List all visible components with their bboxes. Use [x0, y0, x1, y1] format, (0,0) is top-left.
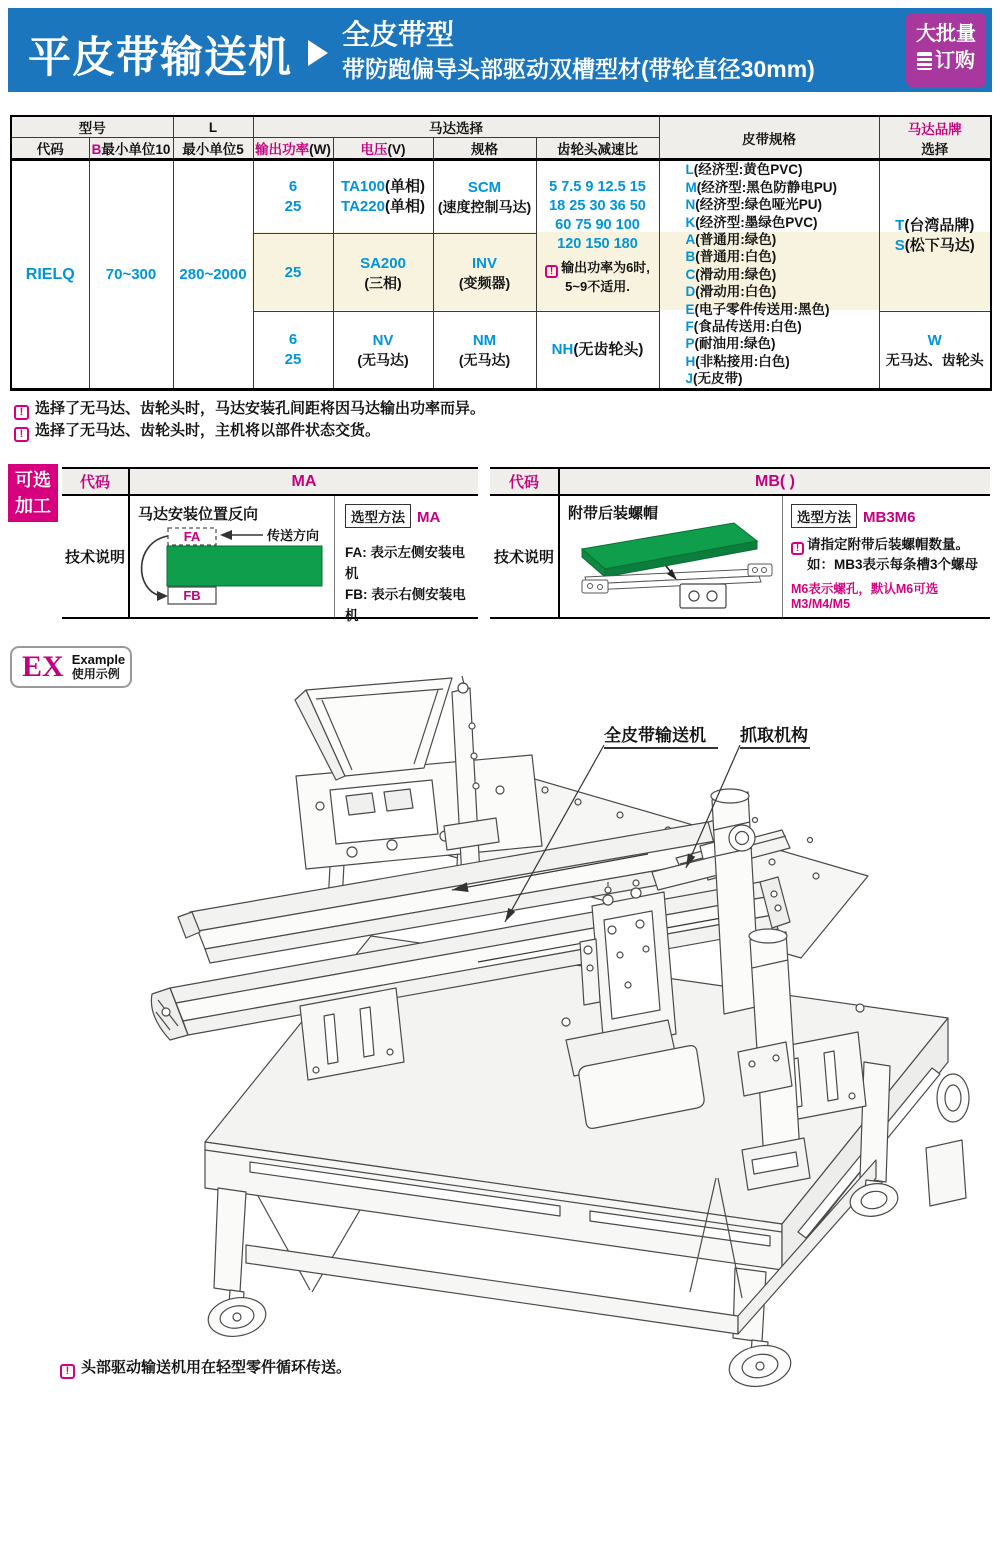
cell-volt-r2: SA200 (三相) [333, 234, 433, 312]
col-header-code: 代码 [11, 138, 89, 160]
mb-code-label: 代码 [490, 469, 560, 494]
mb-note-2: 如：MB3表示每条槽3个螺母 [807, 557, 979, 572]
callout-conveyor: 全皮带输送机 [604, 721, 718, 749]
info-icon: ! [791, 542, 804, 555]
cell-spec-r3: NM (无马达) [433, 312, 536, 390]
col-header-gear: 齿轮头减速比 [536, 138, 659, 160]
cell-code: RIELQ [11, 160, 89, 390]
table-notes [14, 398, 485, 442]
optional-processing-badge [8, 464, 58, 522]
page-title: 平皮带输送机 [28, 34, 292, 82]
ma-method-area [334, 496, 478, 623]
mb-note-1: ! 请指定附带后装螺帽数量。 [791, 535, 990, 555]
ma-code-label: 代码 [62, 469, 130, 494]
spec-table [10, 115, 992, 391]
ma-tech-label: 技术说明 [62, 496, 130, 617]
bolt [588, 584, 593, 589]
spec-table-wrap [10, 115, 990, 391]
col-header-power: 输出功率(W) [253, 138, 333, 160]
bolt [762, 568, 767, 573]
bulk-badge-line2 [906, 47, 986, 75]
ex-chinese: 使用示例 [71, 667, 120, 681]
mb-title: 附带后装螺帽 [568, 505, 659, 522]
cell-belt-specs: L(经济型:黄色PVC) M(经济型:黑色防静电PU) N(经济型:绿色哑光PU) K(经济型:墨绿色PVC) A(普通用:绿色) B(普通用:白色) C(滑动用:绿色) D(滑动用:白色) E(电子零件传送用:黑色) F(食品传送用:白色) P(耐油用:绿色) H(非粘接用:白色) J(无皮带) [659, 160, 879, 390]
ma-fa-desc: FA: 表示左侧安装电机 [345, 545, 465, 581]
ex-english: Example [71, 652, 126, 667]
opt-badge-line1: 可选 [15, 470, 51, 490]
mb-method-box: 选型方法 [791, 504, 857, 528]
cell-spec-r1: SCM (速度控制马达) [433, 160, 536, 234]
col-header-model: 型号 [11, 116, 173, 138]
subtitle-desc: 带防跑偏导头部驱动双槽型材(带轮直径30mm) [342, 56, 815, 82]
cell-volt-r3: NV (无马达) [333, 312, 433, 390]
ma-code-value: MA [291, 472, 317, 490]
end-cap-left [582, 580, 608, 593]
cell-power-r1: 6 25 [253, 160, 333, 234]
col-header-spec: 规格 [433, 138, 536, 160]
header-banner [8, 8, 992, 92]
mb-tech-label: 技术说明 [490, 496, 560, 617]
fa-label: FA [183, 529, 201, 544]
mb-method-area [782, 496, 990, 617]
cell-gear-ratios: 5 7.5 9 12.5 15 18 25 30 36 50 60 75 90 100 120 150 180 ! 输出功率为6时, 5~9不适用. [536, 160, 659, 312]
col-header-motor: 马达选择 [253, 116, 659, 138]
option-ma-header [62, 469, 478, 496]
arrow-right-icon [308, 40, 328, 66]
info-icon: ! [14, 427, 29, 442]
order-doc-icon [917, 52, 932, 70]
bottom-note: ! 头部驱动输送机用在轻型零件循环传送。 [60, 1356, 351, 1379]
cell-spec-r2: INV (变频器) [433, 234, 536, 312]
ma-method-code: MA [417, 509, 441, 526]
cell-volt-r1: TA100(单相) TA220(单相) [333, 160, 433, 234]
col-header-l2: 最小单位5 [173, 138, 253, 160]
col-header-volt: 电压(V) [333, 138, 433, 160]
cell-b-range: 70~300 [89, 160, 173, 390]
nut-box [680, 584, 726, 608]
cell-brand-w: W 无马达、齿轮头 [879, 312, 991, 390]
info-icon: ! [14, 405, 29, 420]
mb-note-3: M6表示螺孔，默认M6可选M3/M4/M5 [791, 582, 939, 611]
col-header-l: L [173, 116, 253, 138]
fb-label: FB [183, 588, 201, 603]
ma-title: 马达安装位置反向 [138, 506, 259, 523]
cell-l-range: 280~2000 [173, 160, 253, 390]
bolt [598, 585, 603, 590]
mb-method-code: MB3M6 [863, 509, 916, 526]
option-mb-body [490, 496, 990, 617]
shelf-front [246, 1245, 738, 1334]
col-header-belt: 皮带规格 [659, 116, 879, 160]
option-ma-table [62, 467, 478, 623]
bulk-badge-line1: 大批量 [916, 23, 976, 45]
option-mb-header [490, 469, 990, 496]
col-header-b: B最小单位10 [89, 138, 173, 160]
bulk-order-badge [906, 13, 986, 87]
ex-label: EX [22, 650, 64, 683]
note-1: ! 选择了无马达、齿轮头时，马达安装孔间距将因马达输出功率而异。 [14, 398, 485, 420]
cell-power-r2: 25 [253, 234, 333, 312]
flip-arrowhead [157, 591, 168, 601]
mb-code-value: MB( ) [755, 472, 795, 490]
bolt [753, 568, 758, 573]
cell-gear-nh: NH(无齿轮头) [536, 312, 659, 390]
belt-rect [167, 546, 322, 586]
cell-power-r3: 6 25 [253, 312, 333, 390]
direction-label: 传送方向 [267, 528, 320, 543]
info-icon: ! [545, 265, 558, 278]
subtitle-type: 全皮带型 [342, 19, 455, 50]
brand-header-line1: 马达品牌 [907, 121, 962, 137]
page-subtitle [342, 17, 815, 85]
opt-badge-line2: 加工 [15, 496, 51, 516]
bulk-badge-order-label: 订购 [935, 50, 975, 72]
note-2: ! 选择了无马达、齿轮头时，主机将以部件状态交货。 [14, 420, 485, 442]
end-cap-right [748, 564, 772, 576]
cell-brand: T(台湾品牌) S(松下马达) [879, 160, 991, 312]
ma-method-box: 选型方法 [345, 504, 411, 528]
example-drawing [0, 640, 1000, 1410]
mb-diagram [562, 508, 777, 616]
option-mb-table [490, 467, 990, 619]
ma-diagram [130, 520, 335, 616]
option-ma-body [62, 496, 478, 623]
flip-arrow-curve [142, 536, 168, 596]
brand-header-line2: 选择 [921, 141, 949, 157]
ma-fb-desc: FB: 表示右侧安装电机 [345, 587, 466, 623]
callout-gripper: 抓取机构 [740, 721, 810, 749]
direction-arrowhead [220, 530, 232, 540]
leg-front-left [214, 1188, 246, 1292]
info-icon: ! [60, 1364, 75, 1379]
col-header-brand [879, 116, 991, 160]
